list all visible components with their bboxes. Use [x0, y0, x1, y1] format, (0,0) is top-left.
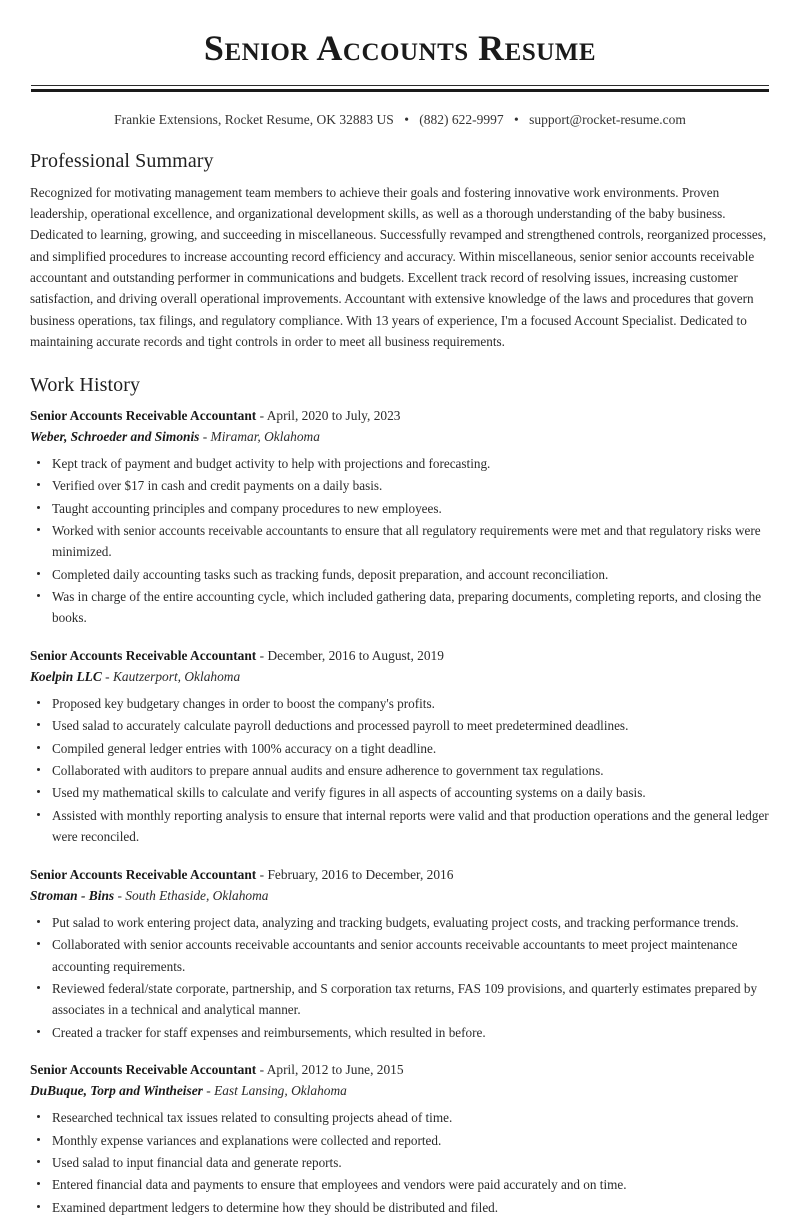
job-bullet-list	[30, 693, 770, 848]
job-title: Senior Accounts Receivable Accountant	[30, 1062, 257, 1078]
divider-thick-line	[31, 89, 769, 92]
job-bullet: Was in charge of the entire accounting cycle, which included gathering data, preparing documents, completing reports, and closing the books.	[30, 586, 770, 629]
company-name: Stroman - Bins	[30, 887, 115, 903]
job-bullet: Kept track of payment and budget activity to help with projections and forecasting.	[30, 453, 770, 474]
job-company-line	[30, 667, 770, 687]
work-history-entry	[30, 646, 770, 848]
job-title-dash: -	[256, 407, 267, 423]
job-company-dash: -	[114, 887, 126, 903]
job-bullet: Collaborated with auditors to prepare annual audits and ensure adherence to government tax regulations.	[30, 760, 770, 781]
job-title-line	[30, 1060, 770, 1080]
job-dates: April, 2012 to June, 2015	[266, 1062, 404, 1078]
job-bullet-list	[30, 453, 770, 629]
work-history-entry	[30, 1060, 770, 1218]
job-company-line	[30, 1081, 770, 1101]
company-location: South Ethaside, Oklahoma	[125, 887, 269, 903]
resume-title: Senior Accounts Resume	[203, 28, 597, 68]
contact-line	[30, 111, 770, 129]
job-bullet-list	[30, 912, 770, 1043]
contact-separator-2: •	[514, 112, 519, 127]
job-dates: April, 2020 to July, 2023	[266, 407, 401, 423]
job-title-line	[30, 406, 770, 426]
company-name: Koelpin LLC	[30, 668, 102, 684]
contact-email[interactable]: support@rocket-resume.com	[529, 112, 686, 127]
job-title: Senior Accounts Receivable Accountant	[30, 866, 257, 882]
job-bullet: Monthly expense variances and explanations were collected and reported.	[30, 1130, 770, 1151]
job-company-dash: -	[199, 428, 211, 444]
job-bullet: Verified over $17 in cash and credit payments on a daily basis.	[30, 475, 770, 496]
job-bullet: Created a tracker for staff expenses and reimbursements, which resulted in before.	[30, 1022, 770, 1043]
job-company-dash: -	[101, 668, 113, 684]
job-title-dash: -	[256, 647, 268, 663]
professional-summary-text: Recognized for motivating management team members to achieve their goals and fostering innovative work environments. Proven leadership, operational excellence, and organizational development skills, as well as a thorough understanding of the baby business. Dedicated to learning, growing, and succeeding in miscellaneous. Successfully revamped and strengthened controls, reorganized processes, and simplified procedures to increase accounting record efficiency and accuracy. Within miscellaneous, senior senior accounts receivable accountant and outstanding performer in communications and budgets. Excellent track record of resolving issues, increasing customer satisfaction, and driving overall operational improvements. Accountant with extensive knowledge of the laws and procedures that govern business operations, tax filings, and regulatory compliance. With 13 years of experience, I'm a focused Account Specialist. Dedicated to maintaining accurate records and tight controls in order to meet all business requirements.	[30, 184, 767, 350]
section-work-history	[30, 373, 770, 1218]
job-dates: December, 2016 to August, 2019	[267, 647, 444, 663]
job-title: Senior Accounts Receivable Accountant	[30, 647, 257, 663]
job-bullet-list	[30, 1107, 770, 1218]
job-bullet: Proposed key budgetary changes in order to boost the company's profits.	[30, 693, 770, 714]
section-professional-summary	[30, 149, 770, 353]
job-bullet: Put salad to work entering project data, analyzing and tracking budgets, evaluating project costs, and tracking performance trends.	[30, 912, 770, 933]
job-bullet: Used my mathematical skills to calculate and verify figures in all aspects of accounting systems on a daily basis.	[30, 782, 770, 803]
job-title-dash: -	[256, 1062, 267, 1078]
job-bullet: Completed daily accounting tasks such as tracking funds, deposit preparation, and account reconciliation.	[30, 564, 770, 585]
job-bullet: Used salad to accurately calculate payroll deductions and processed payroll to meet predetermined deadlines.	[30, 715, 770, 736]
company-location: Miramar, Oklahoma	[210, 428, 320, 444]
job-title-line	[30, 646, 770, 666]
job-title: Senior Accounts Receivable Accountant	[30, 407, 257, 423]
job-title-dash: -	[256, 866, 268, 882]
company-location: East Lansing, Oklahoma	[214, 1083, 347, 1099]
job-title-line	[30, 865, 770, 885]
job-bullet: Taught accounting principles and company procedures to new employees.	[30, 498, 770, 519]
work-history-entry	[30, 406, 770, 629]
job-bullet: Entered financial data and payments to ensure that employees and vendors were paid accurately and on time.	[30, 1174, 770, 1195]
contact-separator-1: •	[404, 112, 409, 127]
contact-phone[interactable]: (882) 622-9997	[419, 112, 504, 127]
job-company-line	[30, 886, 770, 906]
job-bullet: Reviewed federal/state corporate, partnership, and S corporation tax returns, FAS 109 provisions, and quarterly estimates prepared by associates in a technical and analytical manner.	[30, 978, 770, 1021]
job-bullet: Worked with senior accounts receivable accountants to ensure that all regulatory requirements were met and that regulatory risks were minimized.	[30, 520, 770, 563]
work-history-list	[30, 406, 770, 1218]
contact-address: Frankie Extensions, Rocket Resume, OK 32883 US	[114, 112, 394, 127]
job-bullet: Researched technical tax issues related to consulting projects ahead of time.	[30, 1107, 770, 1128]
company-name: Weber, Schroeder and Simonis	[30, 428, 200, 444]
section-heading-professional-summary: Professional Summary	[30, 149, 214, 172]
job-bullet: Compiled general ledger entries with 100% accuracy on a tight deadline.	[30, 738, 770, 759]
job-bullet: Examined department ledgers to determine how they should be distributed and filed.	[30, 1197, 770, 1218]
job-bullet: Assisted with monthly reporting analysis to ensure that internal reports were valid and that production operations and the general ledger were reconciled.	[30, 805, 770, 848]
job-company-line	[30, 427, 770, 447]
company-location: Kautzerport, Oklahoma	[112, 668, 241, 684]
section-heading-work-history: Work History	[30, 373, 141, 396]
work-history-entry	[30, 865, 770, 1043]
job-bullet: Used salad to input financial data and generate reports.	[30, 1152, 770, 1173]
company-name: DuBuque, Torp and Wintheiser	[30, 1083, 203, 1099]
job-company-dash: -	[202, 1083, 215, 1099]
resume-header	[30, 0, 770, 129]
job-bullet: Collaborated with senior accounts receivable accountants and senior accounts receivable accountants to meet project maintenance accounting requirements.	[30, 934, 770, 977]
job-dates: February, 2016 to December, 2016	[267, 866, 454, 882]
header-divider	[30, 85, 770, 92]
